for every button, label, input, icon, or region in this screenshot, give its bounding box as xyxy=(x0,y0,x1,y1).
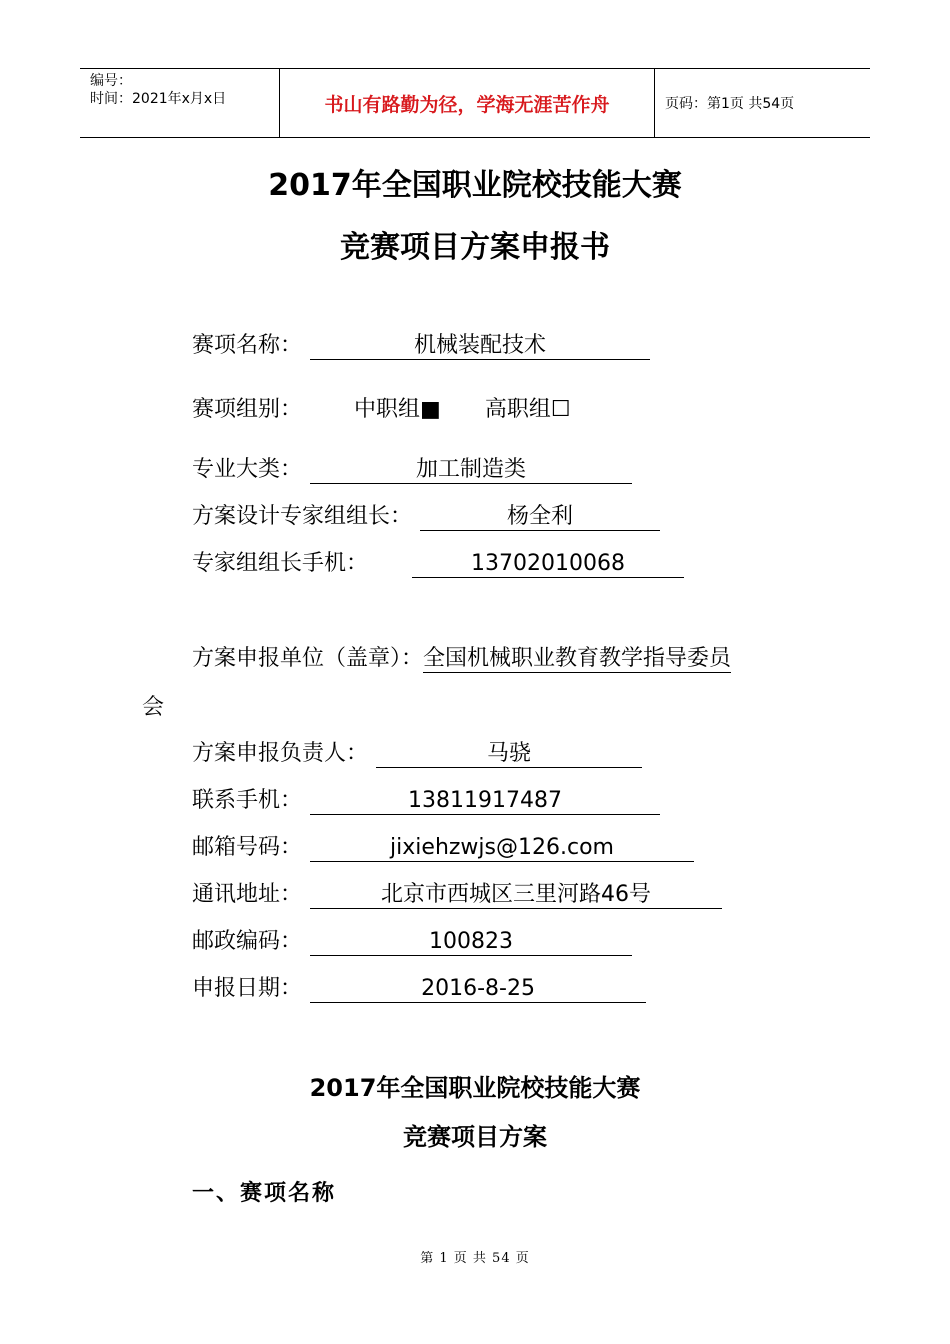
header-motto: 书山有路勤为径，学海无涯苦作舟 xyxy=(280,69,655,137)
group-option-higher: 高职组☐ xyxy=(484,397,571,422)
field-value: 13811917487 xyxy=(310,788,660,815)
header-number-label: 编号： xyxy=(90,73,132,89)
field-label: 方案设计专家组组长： xyxy=(192,504,413,529)
field-value: 杨全利 xyxy=(420,504,660,531)
field-value: 加工制造类 xyxy=(310,457,632,484)
field-label: 赛项名称： xyxy=(192,333,303,358)
cover-title-line1: 2017年全国职业院校技能大赛 xyxy=(268,168,682,203)
header-table xyxy=(80,68,870,138)
field-applicant-unit xyxy=(192,641,731,673)
field-event-name xyxy=(192,328,650,360)
field-email xyxy=(192,830,694,862)
field-value: 北京市西城区三里河路46号 xyxy=(310,882,722,909)
field-label: 方案申报单位（盖章）： xyxy=(192,646,424,671)
field-label: 邮政编码： xyxy=(192,929,303,954)
field-value: 马骁 xyxy=(376,741,642,768)
field-major-category xyxy=(192,452,632,484)
section-title-line1: 2017年全国职业院校技能大赛 xyxy=(309,1074,641,1102)
section-title-line2: 竞赛项目方案 xyxy=(403,1123,547,1151)
header-meta-cell xyxy=(80,69,280,137)
header-time-label: 时间：2021年x月x日 xyxy=(90,91,227,107)
field-value: 全国机械职业教育教学指导委员 xyxy=(423,646,732,671)
field-label: 专家组组长手机： xyxy=(192,551,369,576)
field-label: 方案申报负责人： xyxy=(192,741,369,766)
field-value: 100823 xyxy=(310,929,632,956)
field-value: 机械装配技术 xyxy=(310,333,650,360)
field-applicant-unit-cont xyxy=(142,690,164,721)
field-label: 赛项组别： xyxy=(192,397,303,422)
field-expert-phone xyxy=(192,546,684,578)
header-page-info: 页码：第1页 共54页 xyxy=(665,96,795,112)
field-label: 申报日期： xyxy=(192,976,303,1001)
field-apply-date xyxy=(192,971,646,1003)
field-label: 通讯地址： xyxy=(192,882,303,907)
field-value: 2016-8-25 xyxy=(310,976,646,1003)
field-value: 13702010068 xyxy=(412,551,684,578)
section-heading-1: 一、赛项名称 xyxy=(192,1180,337,1206)
field-value-continued: 会 xyxy=(142,695,165,720)
page-footer: 第 1 页 共 54 页 xyxy=(420,1251,530,1266)
field-expert-leader xyxy=(192,499,660,531)
field-address xyxy=(192,877,722,909)
group-option-secondary: 中职组■ xyxy=(354,397,441,422)
field-label: 专业大类： xyxy=(192,457,303,482)
field-label: 联系手机： xyxy=(192,788,303,813)
field-label: 邮箱号码： xyxy=(192,835,303,860)
field-event-group xyxy=(192,392,571,423)
field-value: jixiehzwjs@126.com xyxy=(310,835,694,862)
field-applicant-person xyxy=(192,736,642,768)
field-postcode xyxy=(192,924,632,956)
field-contact-phone xyxy=(192,783,660,815)
cover-title-line2: 竞赛项目方案申报书 xyxy=(340,230,610,265)
